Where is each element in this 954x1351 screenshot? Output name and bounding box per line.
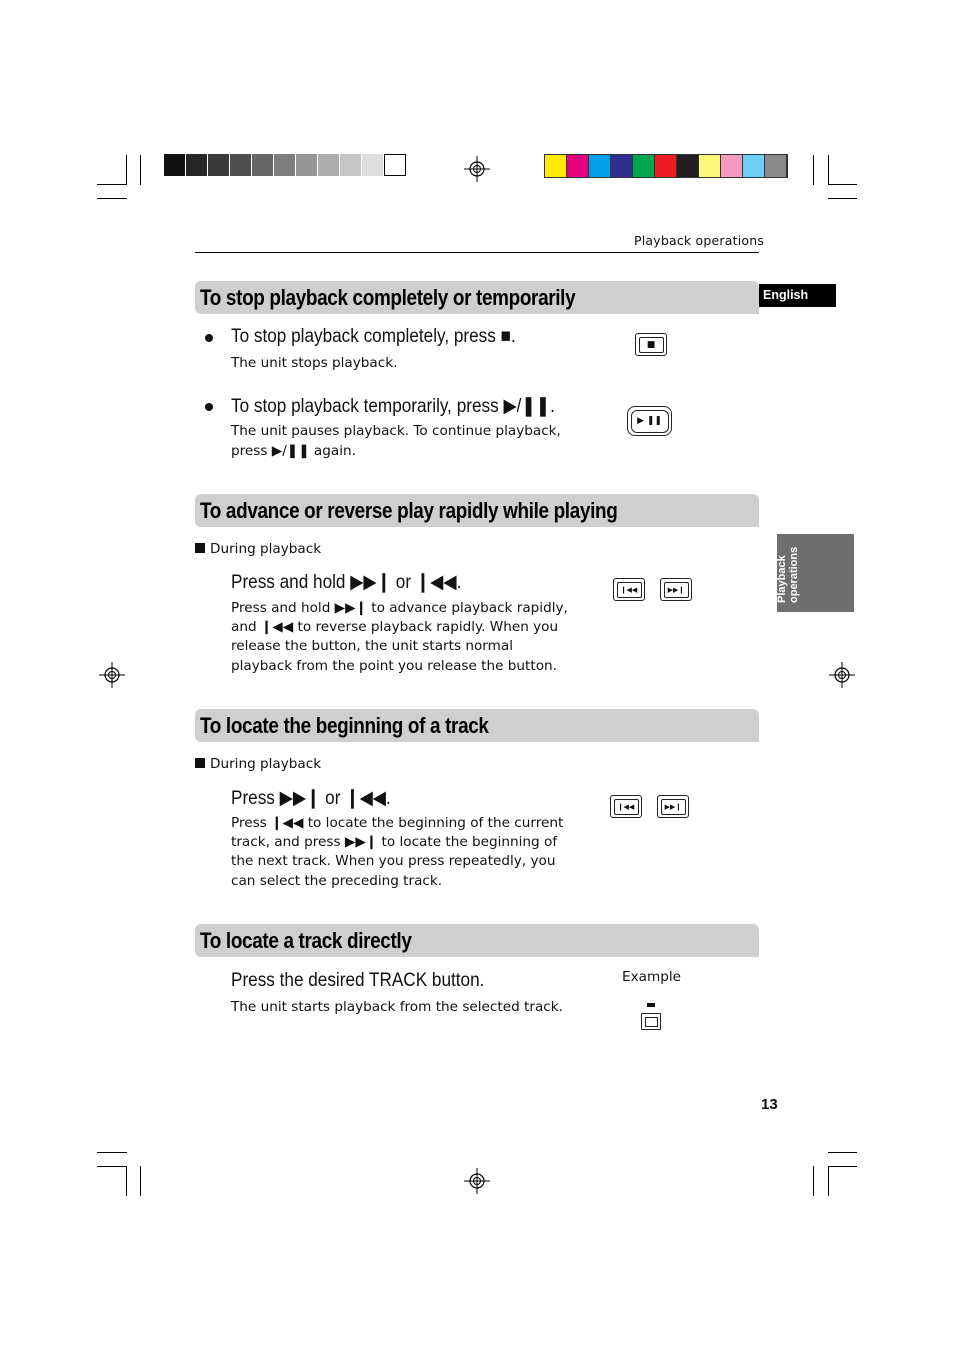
body-text: playback from the point you release the button. <box>231 658 557 674</box>
calibration-swatch <box>186 154 208 176</box>
calibration-swatch <box>721 155 743 177</box>
calibration-swatch <box>677 155 699 177</box>
crop-mark <box>97 1166 127 1167</box>
next-button-illustration <box>660 578 692 601</box>
condition-label: During playback <box>195 541 321 557</box>
calibration-swatch <box>611 155 633 177</box>
grayscale-calibration-bar <box>164 154 406 176</box>
calibration-swatch <box>567 155 589 177</box>
registration-target-icon <box>99 662 125 688</box>
next-icon: ▶▶❙ <box>667 585 685 594</box>
stop-button-illustration <box>635 333 667 356</box>
calibration-swatch <box>743 155 765 177</box>
play-pause-icon: ▶ ❚❚ <box>637 416 662 426</box>
crop-mark <box>828 155 829 185</box>
crop-mark <box>97 184 127 185</box>
body-text: can select the preceding track. <box>231 873 443 889</box>
calibration-swatch <box>384 154 406 176</box>
condition-label: During playback <box>195 756 321 772</box>
track-button-illustration <box>641 1013 661 1030</box>
body-text: Press and hold ▶▶❙ to advance playback rapidly, <box>231 600 568 616</box>
instruction-press-skip: Press ▶▶❙ or ❙◀◀. <box>231 787 391 809</box>
side-tab-label: Playback operations <box>776 546 800 603</box>
calibration-swatch <box>230 154 252 176</box>
color-calibration-bar <box>544 154 788 178</box>
instruction-stop-temporarily: To stop playback temporarily, press ▶/❚❚. <box>231 395 555 417</box>
example-label: Example <box>622 969 681 985</box>
crop-mark <box>140 1166 141 1196</box>
crop-mark <box>828 184 857 185</box>
calibration-swatch <box>362 154 384 176</box>
body-text: Press ❙◀◀ to locate the beginning of the current <box>231 815 564 831</box>
previous-button-illustration <box>610 795 642 818</box>
calibration-swatch <box>633 155 655 177</box>
crop-mark <box>97 1152 127 1153</box>
crop-mark <box>828 1152 857 1153</box>
calibration-swatch <box>655 155 677 177</box>
previous-button-illustration <box>613 578 645 601</box>
calibration-swatch <box>545 155 567 177</box>
crop-mark <box>97 198 127 199</box>
square-icon <box>195 543 205 553</box>
body-text: press ▶/❚❚ again. <box>231 443 356 459</box>
calibration-swatch <box>699 155 721 177</box>
crop-mark <box>140 155 141 185</box>
previous-icon: ❙◀◀ <box>620 585 638 594</box>
calibration-swatch <box>208 154 230 176</box>
stop-icon: ■ <box>646 339 656 350</box>
crop-mark <box>828 198 857 199</box>
calibration-swatch <box>274 154 296 176</box>
instruction-stop-completely: To stop playback completely, press ■. <box>231 325 516 347</box>
bullet <box>205 334 213 342</box>
calibration-swatch <box>765 155 787 177</box>
running-head: Playback operations <box>634 233 765 248</box>
body-text: release the button, the unit starts normal <box>231 638 513 654</box>
section-heading-locate-beginning: To locate the beginning of a track <box>195 709 759 742</box>
crop-mark <box>828 1166 857 1167</box>
language-tab: English <box>759 284 836 307</box>
square-icon <box>195 758 205 768</box>
body-text: the next track. When you press repeatedly, you <box>231 853 556 869</box>
section-heading-advance: To advance or reverse play rapidly while playing <box>195 494 759 527</box>
header-rule <box>195 252 759 253</box>
section-heading-locate-direct: To locate a track directly <box>195 924 759 957</box>
calibration-swatch <box>589 155 611 177</box>
body-text: The unit pauses playback. To continue playback, <box>231 423 561 439</box>
registration-target-icon <box>464 156 490 182</box>
crop-mark <box>828 1166 829 1196</box>
page-number: 13 <box>761 1096 778 1113</box>
body-text: and ❙◀◀ to reverse playback rapidly. When you <box>231 619 559 635</box>
crop-mark <box>126 1166 127 1196</box>
body-text: track, and press ▶▶❙ to locate the beginning of <box>231 834 558 850</box>
previous-icon: ❙◀◀ <box>617 802 635 811</box>
play-pause-button-illustration <box>627 406 672 436</box>
next-button-illustration <box>657 795 689 818</box>
registration-target-icon <box>464 1168 490 1194</box>
body-text: The unit starts playback from the selected track. <box>231 999 563 1015</box>
calibration-swatch <box>340 154 362 176</box>
body-text: The unit stops playback. <box>231 355 398 371</box>
crop-mark <box>813 155 814 185</box>
crop-mark <box>813 1166 814 1196</box>
registration-target-icon <box>829 662 855 688</box>
calibration-swatch <box>252 154 274 176</box>
calibration-swatch <box>296 154 318 176</box>
calibration-swatch <box>318 154 340 176</box>
instruction-press-track: Press the desired TRACK button. <box>231 969 485 991</box>
crop-mark <box>126 155 127 185</box>
instruction-press-and-hold: Press and hold ▶▶❙ or ❙◀◀. <box>231 571 462 593</box>
section-heading-stop: To stop playback completely or temporarily <box>195 281 759 314</box>
track-button-indicator <box>647 1003 655 1007</box>
calibration-swatch <box>164 154 186 176</box>
next-icon: ▶▶❙ <box>664 802 682 811</box>
bullet <box>205 403 213 411</box>
